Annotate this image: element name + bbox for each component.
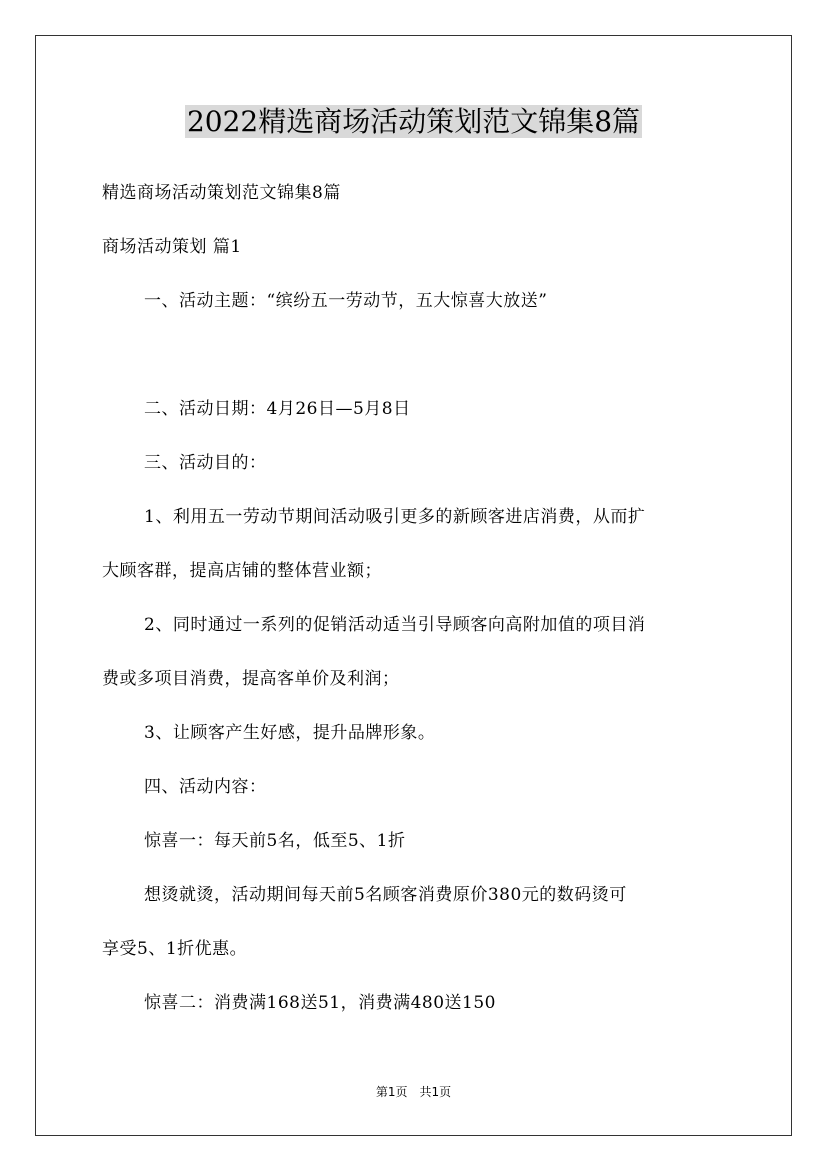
paragraph-theme: 一、活动主题：“缤纷五一劳动节，五大惊喜大放送” [144,291,548,311]
paragraph-subtitle: 精选商场活动策划范文锦集8篇 [102,183,341,203]
paragraph-surprise-1: 惊喜一：每天前5名，低至5、1折 [144,831,406,851]
paragraph-purpose-heading: 三、活动目的： [144,453,267,473]
paragraph-surprise-2: 惊喜二：消费满168送51，消费满480送150 [144,993,496,1013]
paragraph-purpose-2b: 费或多项目消费，提高客单价及利润； [102,669,400,689]
paragraph-purpose-1b: 大顾客群，提高店铺的整体营业额； [102,561,382,581]
document-title [0,100,827,144]
paragraph-surprise-1-detail-b: 享受5、1折优惠。 [102,939,248,959]
paragraph-section-heading: 商场活动策划 篇1 [102,237,242,257]
paragraph-date: 二、活动日期：4月26日—5月8日 [144,399,411,419]
document-title-text: 2022精选商场活动策划范文锦集8篇 [186,105,641,138]
page-footer: 第1页 共1页 [375,1085,452,1099]
paragraph-purpose-3: 3、让顾客产生好感，提升品牌形象。 [144,723,436,743]
paragraph-surprise-1-detail-a: 想烫就烫，活动期间每天前5名顾客消费原价380元的数码烫可 [144,885,627,905]
paragraph-purpose-2a: 2、同时通过一系列的促销活动适当引导顾客向高附加值的项目消 [144,615,646,635]
paragraph-purpose-1a: 1、利用五一劳动节期间活动吸引更多的新顾客进店消费，从而扩 [144,507,646,527]
paragraph-content-heading: 四、活动内容： [144,777,267,797]
